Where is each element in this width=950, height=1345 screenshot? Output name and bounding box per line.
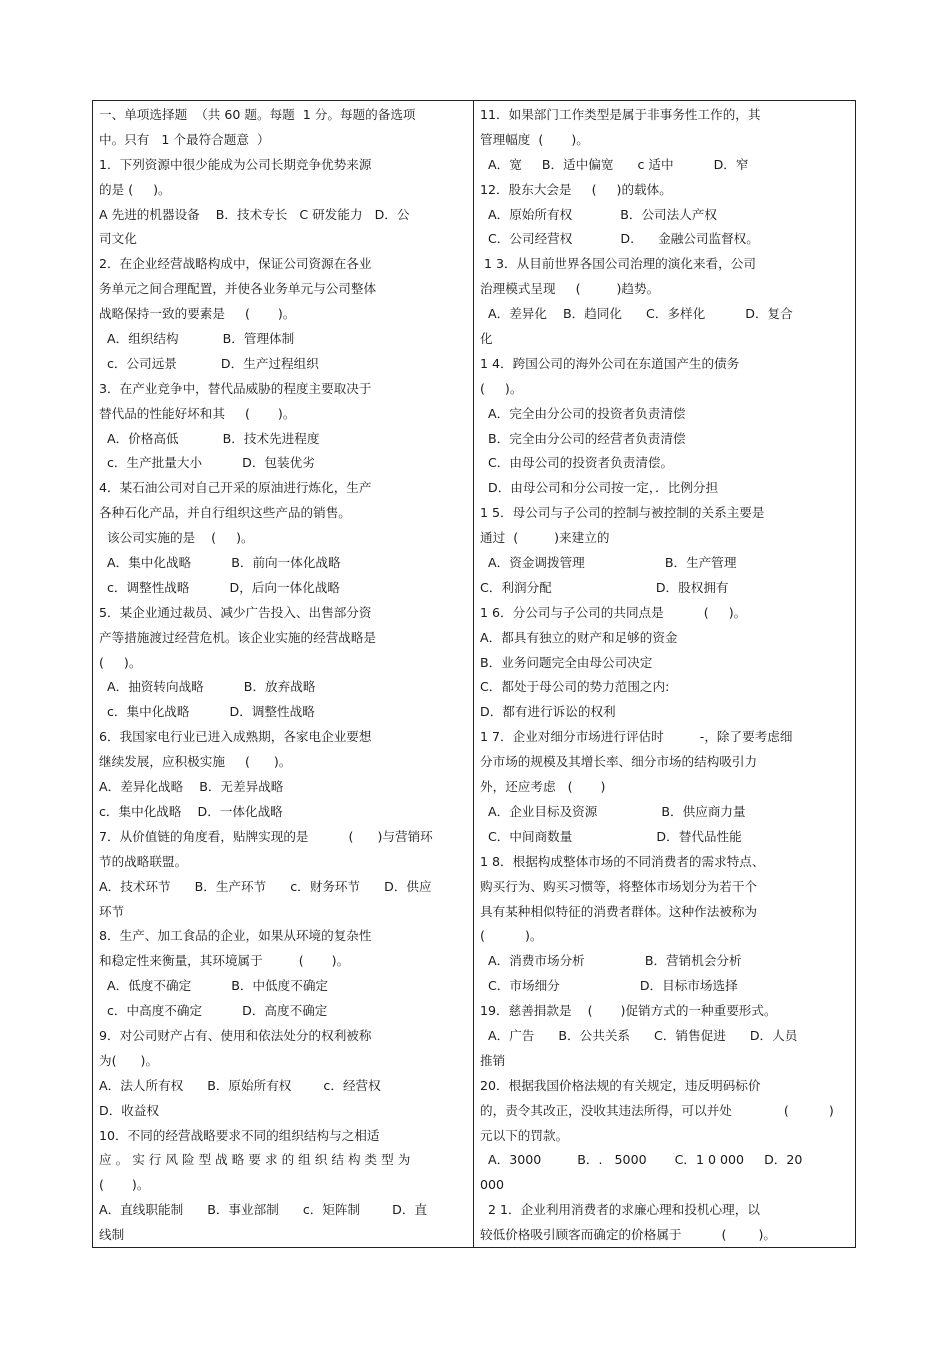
text-line: 管理幅度 ( )。 [480, 131, 589, 147]
text-line: 1．下列资源中很少能成为公司长期竞争优势来源 [99, 156, 372, 172]
text-line: C．都处于母公司的势力范围之内: [480, 679, 670, 695]
text-line: 5．某企业通过裁员、减少广告投入、出售部分资 [99, 604, 372, 620]
text-line: 8．生产、加工食品的企业，如果从环境的复杂性 [99, 928, 372, 944]
text-line: 司文化 [99, 231, 137, 247]
text-line: 务单元之间合理配置，并使各业务单元与公司整体 [99, 281, 377, 297]
text-line: D．收益权 [99, 1102, 160, 1118]
text-line: 的是 ( )。 [99, 181, 171, 197]
text-line: C．由母公司的投资者负责清偿。 [480, 455, 674, 471]
text-line: 化 [480, 331, 493, 347]
text-line: 该公司实施的是 ( )。 [99, 530, 254, 546]
text-line: c．生产批量大小 D．包装优劣 [99, 455, 315, 471]
text-line: A．价格高低 B．技术先进程度 [99, 430, 320, 446]
text-line: 治理模式呈现 ( )趋势。 [480, 281, 660, 297]
text-line: C．市场细分 D．目标市场选择 [480, 978, 738, 994]
text-line: 线制 [99, 1227, 125, 1243]
text-line: c．集中化战略 D．一体化战略 [99, 803, 283, 819]
text-line: 20．根据我国价格法规的有关规定，违反明码标价 [480, 1077, 761, 1093]
text-line: 环节 [99, 903, 125, 919]
text-line: 继续发展，应积极实施 ( )。 [99, 754, 292, 770]
text-line: D．由母公司和分公司按一定，．比例分担 [480, 480, 719, 496]
text-line: c．集中化战略 D．调整性战略 [99, 704, 315, 720]
text-line: ( )。 [480, 380, 523, 396]
text-line: 9．对公司财产占有、使用和依法处分的权利被称 [99, 1027, 372, 1043]
text-line: 一、单项选择题 （共 60 题。每题 1 分。每题的备选项 [99, 107, 416, 122]
text-line: D．都有进行诉讼的权利 [480, 704, 616, 720]
text-line: A．消费市场分析 B．营销机会分析 [480, 953, 742, 969]
text-line: 节的战略联盟。 [99, 853, 188, 869]
text-line: c．公司远景 D．生产过程组织 [99, 355, 319, 371]
text-line: 各种石化产品，并自行组织这些产品的销售。 [99, 505, 351, 521]
text-line: A．低度不确定 B．中低度不确定 [99, 978, 329, 994]
text-line: A．企业目标及资源 B．供应商力量 [480, 803, 746, 819]
question-table [92, 100, 856, 1248]
text-line: A．宽 B．适中偏宽 c 适中 D．窄 [480, 156, 749, 172]
text-line: A．3000 B．. 5000 C．1 0 000 D．20 [480, 1152, 803, 1168]
text-line: 战略保持一致的要素是 ( )。 [99, 306, 296, 322]
text-line: 4．某石油公司对自己开采的原油进行炼化，生产 [99, 480, 372, 496]
text-line: 12．股东大会是 ( )的载体。 [480, 181, 672, 197]
text-line: 购买行为、购买习惯等，将整体市场划分为若干个 [480, 878, 758, 894]
text-line: C．利润分配 D．股权拥有 [480, 579, 729, 595]
text-line: A．广告 B．公共关系 C．销售促进 D．人员 [480, 1027, 798, 1043]
text-line: 000 [480, 1177, 505, 1193]
text-line: 1 5．母公司与子公司的控制与被控制的关系主要是 [480, 505, 765, 521]
text-line: 为( )。 [99, 1052, 159, 1068]
text-line: 和稳定性来衡量，其环境属于 ( )。 [99, 953, 350, 969]
text-line: A．抽资转向战略 B．放弃战略 [99, 679, 316, 695]
text-line: c．调整性战略 D，后向一体化战略 [99, 579, 340, 595]
text-line: c．中高度不确定 D．高度不确定 [99, 1003, 328, 1019]
text-line: 11．如果部门工作类型是属于非事务性工作的，其 [480, 107, 761, 122]
text-line: 1 6．分公司与子公司的共同点是 ( )。 [480, 604, 747, 620]
text-line: A．都具有独立的财产和足够的资金 [480, 629, 678, 645]
text-line: C．公司经营权 D. 金融公司监督权。 [480, 231, 759, 247]
text-line: B．完全由分公司的经营者负责清偿 [480, 430, 686, 446]
text-line: 的，责令其改正，没收其违法所得，可以并处 ( ) [480, 1102, 834, 1118]
text-line: ( )。 [99, 1177, 150, 1193]
text-line: 2．在企业经营战略构成中，保证公司资源在各业 [99, 256, 372, 272]
text-line: 产等措施渡过经营危机。该企业实施的经营战略是 [99, 629, 377, 645]
text-line: 6．我国家电行业已进入成熟期，各家电企业要想 [99, 729, 372, 745]
text-line: 较低价格吸引顾客而确定的价格属于 ( )。 [480, 1227, 776, 1243]
text-line: A．直线职能制 B．事业部制 c．矩阵制 D．直 [99, 1202, 428, 1218]
text-line: 应 。 实 行 风 险 型 战 略 要 求 的 组 织 结 构 类 型 为 [99, 1152, 411, 1168]
text-line: A．集中化战略 B．前向一体化战略 [99, 555, 341, 571]
text-line: 分市场的规模及其增长率、细分市场的结构吸引力 [480, 754, 758, 770]
text-line: 元以下的罚款。 [480, 1127, 569, 1143]
text-line: 具有某种相似特征的消费者群体。这种作法被称为 [480, 903, 758, 919]
text-line: 1 4．跨国公司的海外公司在东道国产生的债务 [480, 355, 740, 371]
text-line: A．技术环节 B．生产环节 c．财务环节 D．供应 [99, 878, 432, 894]
text-line: 推销 [480, 1052, 506, 1068]
text-line: 1 3．从目前世界各国公司治理的演化来看，公司 [480, 256, 756, 272]
right-column [474, 101, 855, 1247]
text-line: A．完全由分公司的投资者负责清偿 [480, 405, 686, 421]
text-line: 外，还应考虑 ( ) [480, 779, 606, 795]
text-line: A．差异化 B．趋同化 C．多样化 D．复合 [480, 306, 793, 322]
text-line: 1 8．根据构成整体市场的不同消费者的需求特点、 [480, 853, 765, 869]
text-line: 19．慈善捐款是 ( )促销方式的一种重要形式。 [480, 1003, 777, 1019]
text-line: A．原始所有权 B．公司法人产权 [480, 206, 718, 222]
left-column [93, 101, 474, 1247]
text-line: 2 1．企业利用消费者的求廉心理和投机心理，以 [480, 1202, 760, 1218]
text-line: A．组织结构 B．管理体制 [99, 331, 295, 347]
text-line: ( )。 [99, 654, 142, 670]
text-line: 1 7．企业对细分市场进行评估时 -，除了要考虑细 [480, 729, 793, 745]
text-line: 中。只有 1 个最符合题意 ） [99, 131, 270, 147]
text-line: 10．不同的经营战略要求不同的组织结构与之相适 [99, 1127, 380, 1143]
text-line: 7．从价值链的角度看，贴牌实现的是 ( )与营销环 [99, 828, 433, 844]
text-line: 替代品的性能好坏和其 ( )。 [99, 405, 296, 421]
text-line: 3．在产业竞争中，替代品威胁的程度主要取决于 [99, 380, 372, 396]
text-line: C．中间商数量 D．替代品性能 [480, 828, 742, 844]
text-line: A．法人所有权 B．原始所有权 c．经营权 [99, 1077, 381, 1093]
text-line: A．差异化战略 B．无差异战略 [99, 779, 284, 795]
text-line: A．资金调拨管理 B．生产管理 [480, 555, 737, 571]
text-line: ( )。 [480, 928, 543, 944]
text-line: A 先进的机器设备 B．技术专长 C 研发能力 D．公 [99, 206, 410, 222]
text-line: 通过 ( )来建立的 [480, 530, 610, 546]
text-line: B．业务问题完全由母公司决定 [480, 654, 653, 670]
